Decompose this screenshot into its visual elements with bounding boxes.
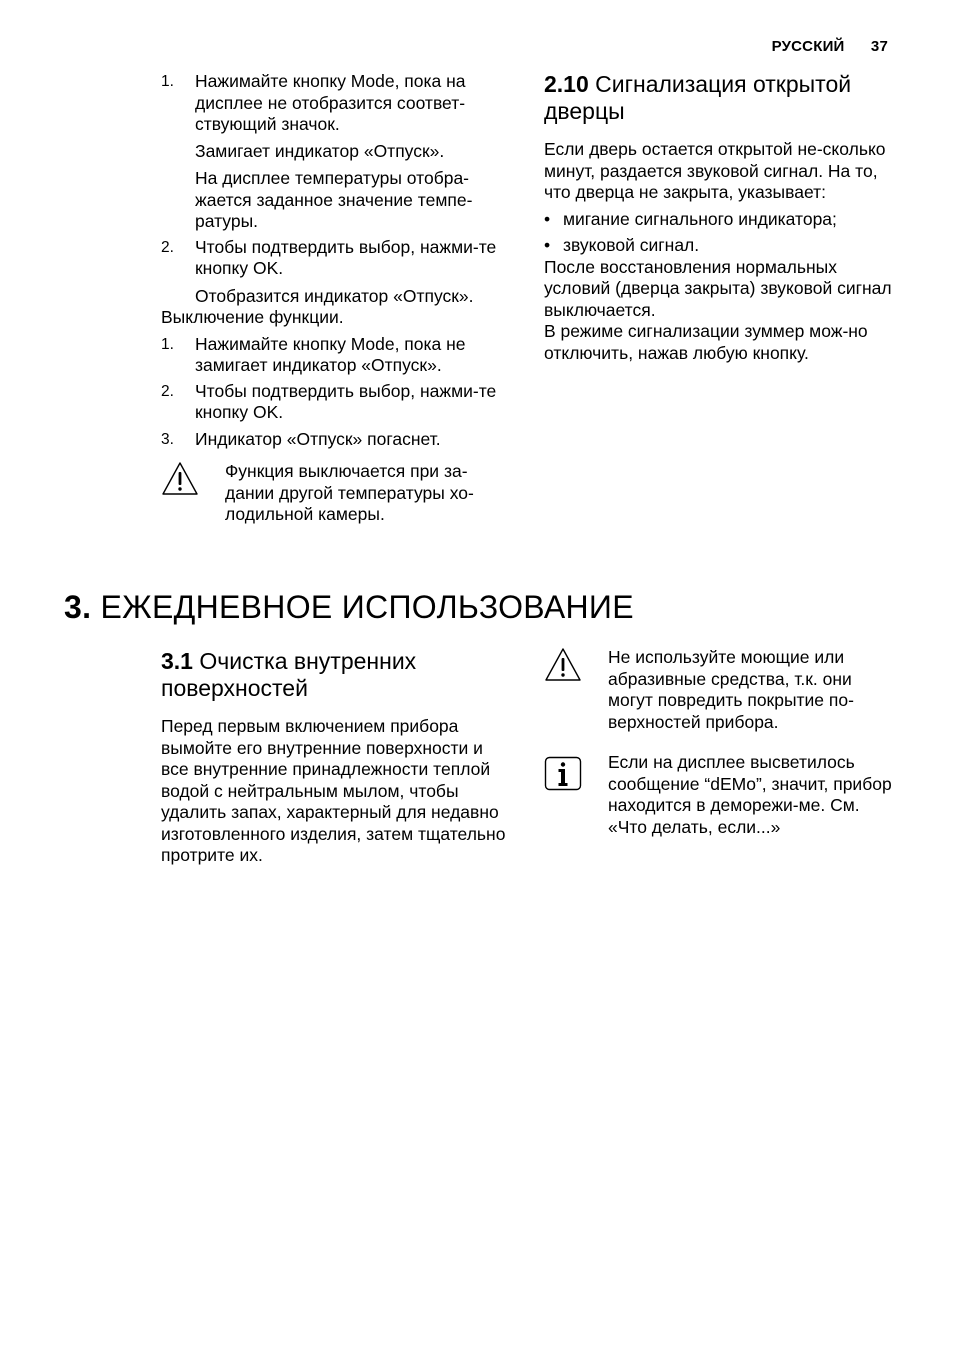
paragraph: Замигает индикатор «Отпуск». [195, 140, 445, 161]
warning-icon [161, 461, 225, 526]
list-number: 2. [161, 382, 174, 400]
list-text: Нажимайте кнопку Mode, пока не замигает индикатор «Отпуск». [195, 333, 466, 375]
page-number: 37 [870, 38, 888, 55]
info-note [544, 752, 896, 838]
paragraph: После восстановления нормальных условий (дверца закрыта) звуковой сигнал выключается. [544, 256, 892, 320]
list-number: 1. [161, 335, 174, 353]
warning-note [544, 647, 896, 733]
note-text: Не используйте моющие или абразивные средства, т.к. они могут повредить покрытие по-верхностей прибора. [608, 647, 854, 732]
page-header [772, 38, 888, 55]
warning-note [161, 461, 513, 526]
chapter-title: ЕЖЕДНЕВНОЕ ИСПОЛЬЗОВАНИЕ [100, 589, 634, 625]
paragraph: Отобразится индикатор «Отпуск». [195, 285, 474, 306]
section-number: 3.1 [161, 648, 193, 674]
section-title: Очистка внутренних поверхностей [161, 648, 417, 701]
list-text: Чтобы подтвердить выбор, нажми-те кнопку OK. [195, 380, 497, 422]
info-icon [544, 752, 608, 838]
bullet-icon: • [544, 208, 551, 229]
paragraph: На дисплее температуры отобра-жается заданное значение темпе-ратуры. [195, 168, 473, 231]
section-heading [161, 648, 511, 702]
section-number: 2.10 [544, 71, 589, 97]
paragraph: Если дверь остается открытой не-сколько минут, раздается звуковой сигнал. На то, что дверца не закрыта, указывает: [544, 139, 886, 202]
list-item [161, 381, 513, 424]
language-label: РУССКИЙ [771, 38, 845, 55]
bullet-icon: • [544, 235, 551, 255]
list-item [544, 235, 894, 257]
chapter-heading [64, 589, 634, 626]
chapter-number: 3. [64, 589, 92, 625]
list-item [161, 237, 513, 280]
list-text: Чтобы подтвердить выбор, нажми-те кнопку OK. [195, 236, 497, 278]
section-title: Сигнализация открытой дверцы [544, 71, 852, 124]
list-item [161, 429, 513, 451]
list-text: мигание сигнального индикатора; [563, 208, 837, 229]
paragraph: Перед первым включением прибора вымойте его внутренние поверхности и все внутренние принадлежности теплой водой с нейтральным мылом, чтобы удалить запах, характерный для недавно изготовленного изделия, затем тщательно протрите их. [161, 716, 506, 865]
note-text: Если на дисплее высветилось сообщение “dEMo”, значит, прибор находится в деморежи-ме. См. «Что делать, если...» [608, 752, 892, 837]
list-text: Нажимайте кнопку Mode, пока на дисплее не отобразится соответ-ствующий значок. [195, 71, 466, 134]
section-heading [544, 71, 894, 125]
list-number: 3. [161, 430, 174, 448]
list-item [161, 71, 513, 136]
list-item [544, 209, 894, 231]
right-column-bottom [544, 647, 896, 838]
list-text: звуковой сигнал. [563, 235, 700, 255]
note-text: Функция выключается при за-дании другой температуры хо-лодильной камеры. [225, 461, 474, 524]
function-off-label: Выключение функции. [161, 307, 344, 327]
left-column-bottom [161, 648, 511, 867]
list-item [161, 334, 513, 377]
warning-icon [544, 647, 608, 733]
list-number: 2. [161, 238, 174, 256]
left-column-top [161, 71, 513, 526]
list-text: Индикатор «Отпуск» погаснет. [195, 428, 441, 449]
list-number: 1. [161, 73, 174, 90]
right-column-top [544, 71, 894, 364]
paragraph: В режиме сигнализации зуммер мож-но отключить, нажав любую кнопку. [544, 321, 868, 363]
